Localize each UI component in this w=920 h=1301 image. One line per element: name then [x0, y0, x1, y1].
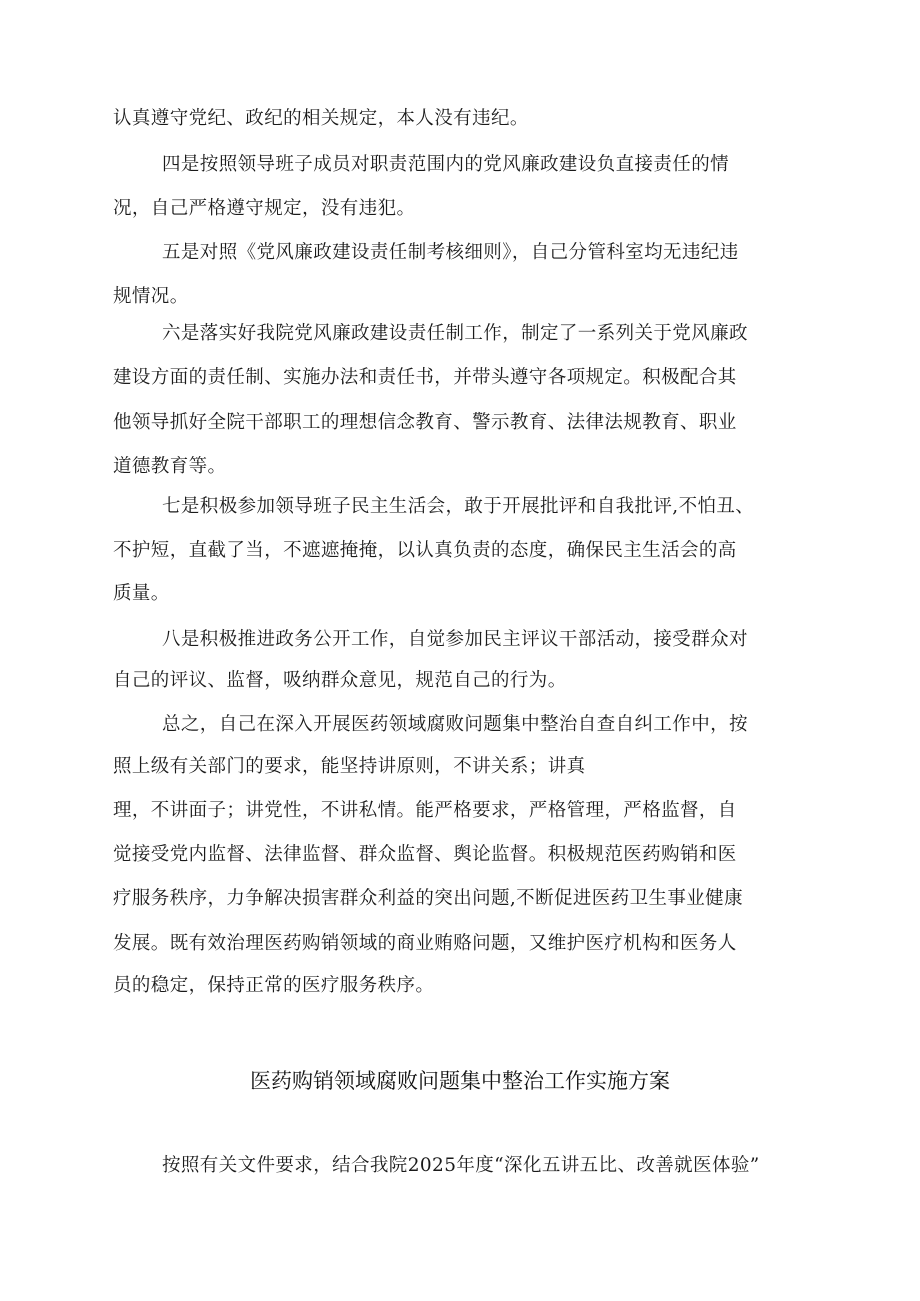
intro-line: 按照有关文件要求，结合我院2025年度“深化五讲五比、改善就医体验”	[162, 1155, 760, 1176]
paragraph-line: 质量。	[113, 583, 170, 604]
paragraph-line: 规情况。	[113, 286, 189, 307]
paragraph-line: 况，自己严格遵守规定，没有违犯。	[113, 198, 416, 219]
paragraph-line: 七是积极参加领导班子民主生活会，敢于开展批评和自我批评,不怕丑、	[162, 496, 755, 517]
paragraph-line: 员的稳定，保持正常的医疗服务秩序。	[113, 975, 435, 996]
paragraph-line: 六是落实好我院党风廉政建设责任制工作，制定了一系列关于党风廉政	[162, 323, 748, 344]
paragraph-line: 道德教育等。	[113, 456, 227, 477]
paragraph-line: 建设方面的责任制、实施办法和责任书，并带头遵守各项规定。积极配合其	[113, 367, 737, 388]
paragraph-line: 发展。既有效治理医药购销领域的商业贿赂问题，又维护医疗机构和医务人	[113, 933, 737, 954]
paragraph-line: 他领导抓好全院干部职工的理想信念教育、警示教育、法律法规教育、职业	[113, 412, 737, 433]
paragraph-line: 总之，自己在深入开展医药领域腐败问题集中整治自查自纠工作中，按	[162, 714, 748, 735]
paragraph-line: 五是对照《党风廉政建设责任制考核细则》，自己分管科室均无违纪违	[162, 242, 739, 263]
paragraph-line: 四是按照领导班子成员对职责范围内的党风廉政建设负直接责任的情	[162, 154, 730, 175]
section-title: 医药购销领域腐败问题集中整治工作实施方案	[250, 1069, 670, 1093]
paragraph-line: 疗服务秩序，力争解决损害群众利益的突出问题,不断促进医药卫生事业健康	[113, 888, 743, 909]
paragraph-line: 不护短，直截了当，不遮遮掩掩，以认真负责的态度，确保民主生活会的高	[113, 540, 737, 561]
paragraph-line: 理，不讲面子；讲党性，不讲私情。能严格要求，严格管理，严格监督，自	[113, 800, 737, 821]
paragraph-line: 觉接受党内监督、法律监督、群众监督、舆论监督。积极规范医药购销和医	[113, 844, 737, 865]
paragraph-line: 自己的评议、监督，吸纳群众意见，规范自己的行为。	[113, 670, 567, 691]
paragraph-line: 照上级有关部门的要求，能坚持讲原则，不讲关系；讲真	[113, 756, 586, 777]
paragraph-line: 认真遵守党纪、政纪的相关规定，本人没有违纪。	[113, 108, 529, 129]
paragraph-line: 八是积极推进政务公开工作，自觉参加民主评议干部活动，接受群众对	[162, 629, 748, 650]
